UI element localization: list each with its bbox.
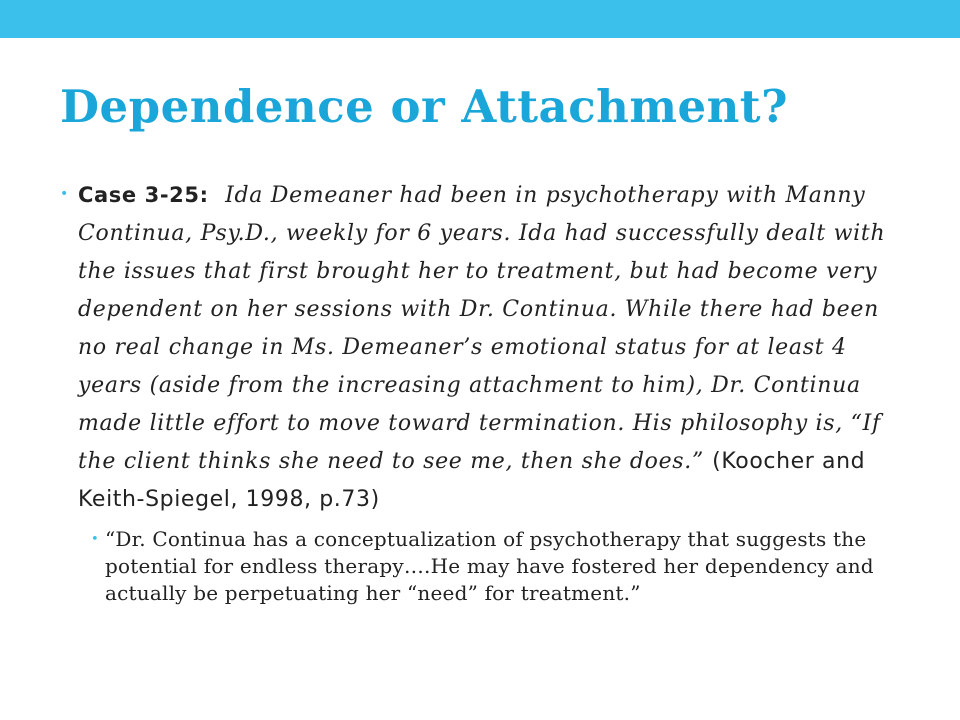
slide-content (60, 176, 905, 607)
case-citation: (Koocher and Keith-Spiegel, 1998, p.73) (78, 449, 866, 512)
slide-title: Dependence or Attachment? (60, 80, 788, 133)
top-accent-bar (0, 0, 960, 38)
case-text: Ida Demeaner had been in psychotherapy with Manny Continua, Psy.D., weekly for 6 years. Ida had successfully dealt with the issues that first brought her to treatment, but had become very dependent on her sessions with Dr. Continua. While there had been no real change in Ms. Demeaner’s emotional status for at least 4 years (aside from the increasing attachment to him), Dr. Continua made little effort to move toward termination. His philosophy is, “If the client thinks she need to see me, then she does.” (78, 183, 886, 474)
case-bullet (60, 176, 905, 518)
case-label: Case 3-25: (78, 183, 209, 207)
quote-sub-bullet: • “Dr. Continua has a conceptualization of psychotherapy that suggests the potential for endless therapy….He may have fostered her dependency and actually be perpetuating her “need” for treatment.” (105, 526, 895, 607)
